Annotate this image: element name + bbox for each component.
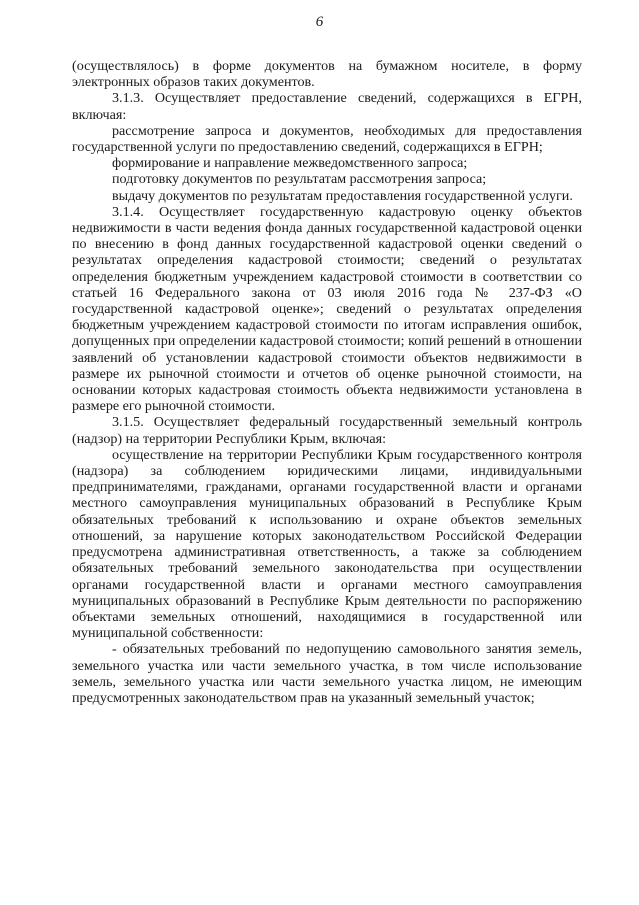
paragraph-list-item-unauthorized-use: - обязательных требований по недопущению самовольного занятия земель, земельного участка или части земельного участка, в том числе использование земель, земельного участка или части земельного участка лицом, не имеющим предусмотренных законодательством прав на указанный земельный участок; xyxy=(72,641,582,706)
paragraph-3-1-4: 3.1.4. Осуществляет государственную кадастровую оценку объектов недвижимости в части ведения фонда данных государственной кадастровой оценки по внесению в фонд данных государственной кадастровой оценки сведений о результатах определения кадастровой стоимости; сведений о результатах определения бюджетным учреждением кадастровой стоимости в соответствии со статьей 16 Федерального закона от 03 июля 2016 года № 237-ФЗ «О государственной кадастровой оценке»; сведений о результатах определения бюджетным учреждением кадастровой стоимости по итогам исправления ошибок, допущенных при определении кадастровой стоимости; копий решений в отношении заявлений об установлении кадастровой стоимости объектов недвижимости в размере их рыночной стоимости и отчетов об оценке рыночной стоимости, на основании которых кадастровая стоимость объекта недвижимости установлена в размере его рыночной стоимости. xyxy=(72,203,582,415)
paragraph-land-control: осуществление на территории Республики Крым государственного контроля (надзора) за соблюдением юридическими лицами, индивидуальными предпринимателями, гражданами, органами государственной власти и органами местного самоуправления муниципальных образований в Республике Крым обязательных требований к использованию и охране объектов земельных отношений, за нарушение которых законодательством Российской Федерации предусмотрена административная ответственность, а также за соблюдением обязательных требований земельного законодательства при осуществлении органами государственной власти и органами местного самоуправления муниципальных образований в Республике Крым деятельности по распоряжению объектами земельных отношений, находящимися в государственной или муниципальной собственности: xyxy=(72,446,582,642)
document-body xyxy=(72,58,582,706)
paragraph-interagency-request: формирование и направление межведомственного запроса; xyxy=(112,155,468,172)
paragraph-document-issuance: выдачу документов по результатам предоставления государственной услуги. xyxy=(112,187,573,204)
paragraph-request-review: рассмотрение запроса и документов, необходимых для предоставления государственной услуги по предоставлению сведений, содержащихся в ЕГРН; xyxy=(72,122,582,156)
page-number: 6 xyxy=(315,14,324,30)
paragraph-3-1-3: 3.1.3. Осуществляет предоставление сведений, содержащихся в ЕГРН, включая: xyxy=(72,90,582,123)
paragraph-document-preparation: подготовку документов по результатам рассмотрения запроса; xyxy=(112,171,487,188)
paragraph-continuation: (осуществлялось) в форме документов на бумажном носителе, в форму электронных образов таких документов. xyxy=(72,58,582,91)
paragraph-3-1-5: 3.1.5. Осуществляет федеральный государственный земельный контроль (надзор) на территории Республики Крым, включая: xyxy=(72,414,582,447)
